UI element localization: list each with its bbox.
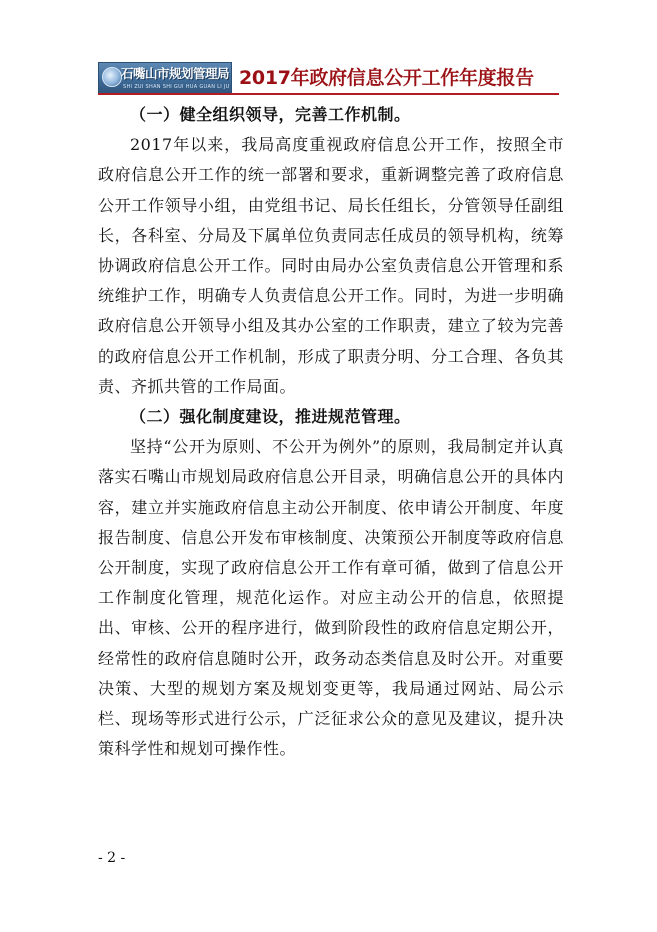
section-heading-1: （一）健全组织领导，完善工作机制。 (130, 105, 411, 124)
bureau-logo (98, 62, 232, 94)
emblem-icon (102, 67, 122, 87)
header-rule (98, 93, 559, 95)
section-paragraph-1: 2017年以来，我局高度重视政府信息公开工作，按照全市政府信息公开工作的统一部署和要求，重新调整完善了政府信息公开工作领导小组，由党组书记、局长任组长，分管领导任副组长，各科室、分局及下属单位负责同志任成员的领导机构，统筹协调政府信息公开工作。同时由局办公室负责信息公开管理和系统维护工作，明确专人负责信息公开工作。同时，为进一步明确政府信息公开领导小组及其办公室的工作职责，建立了较为完善的政府信息公开工作机制，形成了职责分明、分工合理、各负其责、齐抓共管的工作局面。 (98, 135, 564, 396)
section-heading-2: （二）强化制度建设，推进规范管理。 (130, 407, 411, 427)
document-body (98, 100, 564, 764)
section-paragraph-2: 坚持“公开为原则、不公开为例外”的原则，我局制定并认真落实石嘴山市规划局政府信息公开目录，明确信息公开的具体内容，建立并实施政府信息主动公开制度、依申请公开制度、年度报告制度、信息公开发布审核制度、决策预公开制度等政府信息公开制度，实现了政府信息公开工作有章可循，做到了信息公开工作制度化管理，规范化运作。对应主动公开的信息，依照提出、审核、公开的程序进行，做到阶段性的政府信息定期公开，经常性的政府信息随时公开，政务动态类信息及时公开。对重要决策、大型的规划方案及规划变更等，我局通过网站、局公示栏、现场等形式进行公示，广泛征求公众的意见及建议，提升决策科学性和规划可操作性。 (98, 437, 564, 759)
page-header (98, 62, 559, 94)
report-title: 2017年政府信息公开工作年度报告 (239, 67, 534, 89)
logo-subtext: SHI ZUI SHAN SHI GUI HUA GUAN LI JU (123, 84, 230, 90)
logo-text: 石嘴山市规划管理局 (121, 66, 230, 81)
page-number: - 2 - (98, 850, 126, 866)
